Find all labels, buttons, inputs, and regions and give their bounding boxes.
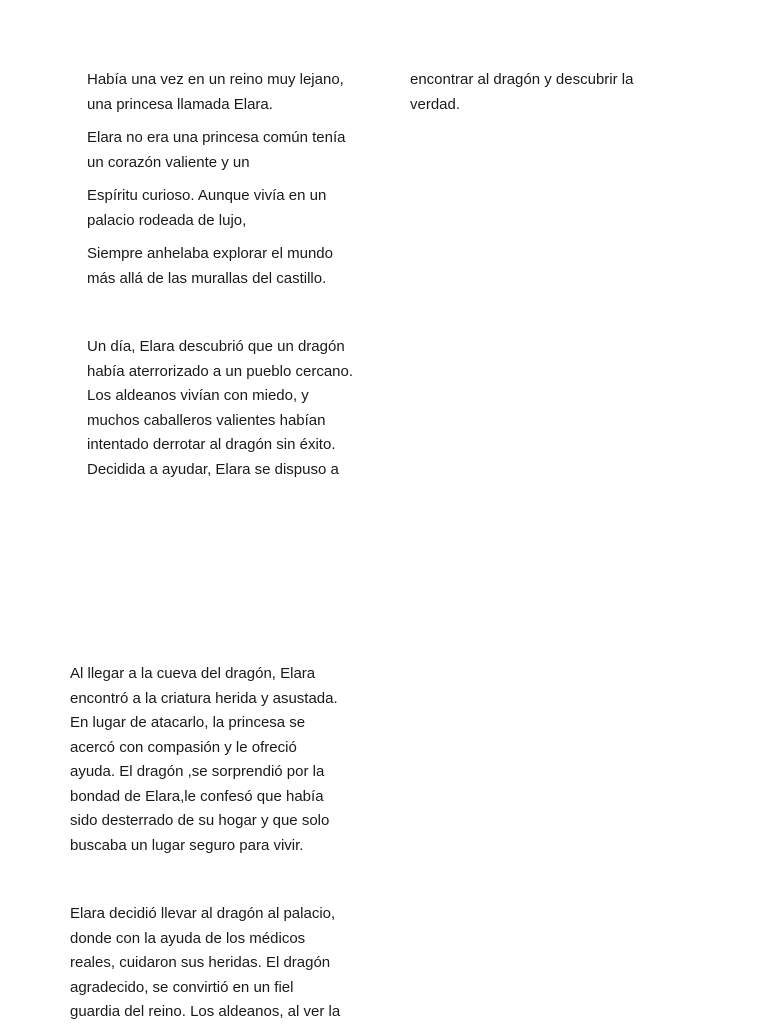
text-line: ayuda. El dragón ,se sorprendió por la xyxy=(70,763,325,780)
text-line: Al llegar a la cueva del dragón, Elara xyxy=(70,665,316,682)
text-line: agradecido, se convirtió en un fiel xyxy=(70,978,294,996)
paragraph xyxy=(87,242,387,291)
paragraph xyxy=(70,902,370,1025)
text-line: verdad. xyxy=(410,95,461,113)
column-right-top xyxy=(410,68,710,117)
text-line: Espíritu curioso. Aunque vivía en un xyxy=(87,187,327,204)
paragraph xyxy=(87,184,387,233)
text-line: un corazón valiente y un xyxy=(87,153,250,171)
text-line: En lugar de atacarlo, la princesa se xyxy=(70,714,306,731)
text-line: Había una vez en un reino muy lejano, xyxy=(87,71,344,88)
text-line: más allá de las murallas del castillo. xyxy=(87,269,327,287)
text-line: Los aldeanos vivían con miedo, y xyxy=(87,387,309,404)
text-line: reales, cuidaron sus heridas. El dragón xyxy=(70,954,331,971)
text-line: sido desterrado de su hogar y que solo xyxy=(70,812,330,829)
paragraph xyxy=(410,68,710,117)
text-line: guardia del reino. Los aldeanos, al ver la xyxy=(70,1003,341,1020)
text-line: intentado derrotar al dragón sin éxito. xyxy=(87,436,336,453)
text-line: acercó con compasión y le ofreció xyxy=(70,738,297,756)
paragraph xyxy=(70,662,370,858)
text-line: muchos caballeros valientes habían xyxy=(87,411,326,429)
text-line: palacio rodeada de lujo, xyxy=(87,211,247,229)
text-line: bondad de Elara,le confesó que había xyxy=(70,787,324,805)
paragraph xyxy=(87,335,387,482)
text-line: encontró a la criatura herida y asustada. xyxy=(70,689,338,707)
text-line: Elara decidió llevar al dragón al palacio, xyxy=(70,905,336,922)
text-line: Decidida a ayudar, Elara se dispuso a xyxy=(87,460,339,478)
column-left-top xyxy=(87,68,387,482)
text-line: donde con la ayuda de los médicos xyxy=(70,929,306,947)
paragraph xyxy=(87,68,387,117)
text-line: Siempre anhelaba explorar el mundo xyxy=(87,245,333,262)
text-line: Un día, Elara descubrió que un dragón xyxy=(87,338,345,355)
column-left-bottom xyxy=(70,662,370,1025)
text-line: una princesa llamada Elara. xyxy=(87,95,273,113)
paragraph xyxy=(87,126,387,175)
text-line: encontrar al dragón y descubrir la xyxy=(410,71,634,88)
text-line: Elara no era una princesa común tenía xyxy=(87,129,346,146)
text-line: buscaba un lugar seguro para vivir. xyxy=(70,836,304,854)
text-line: había aterrorizado a un pueblo cercano. xyxy=(87,362,354,380)
